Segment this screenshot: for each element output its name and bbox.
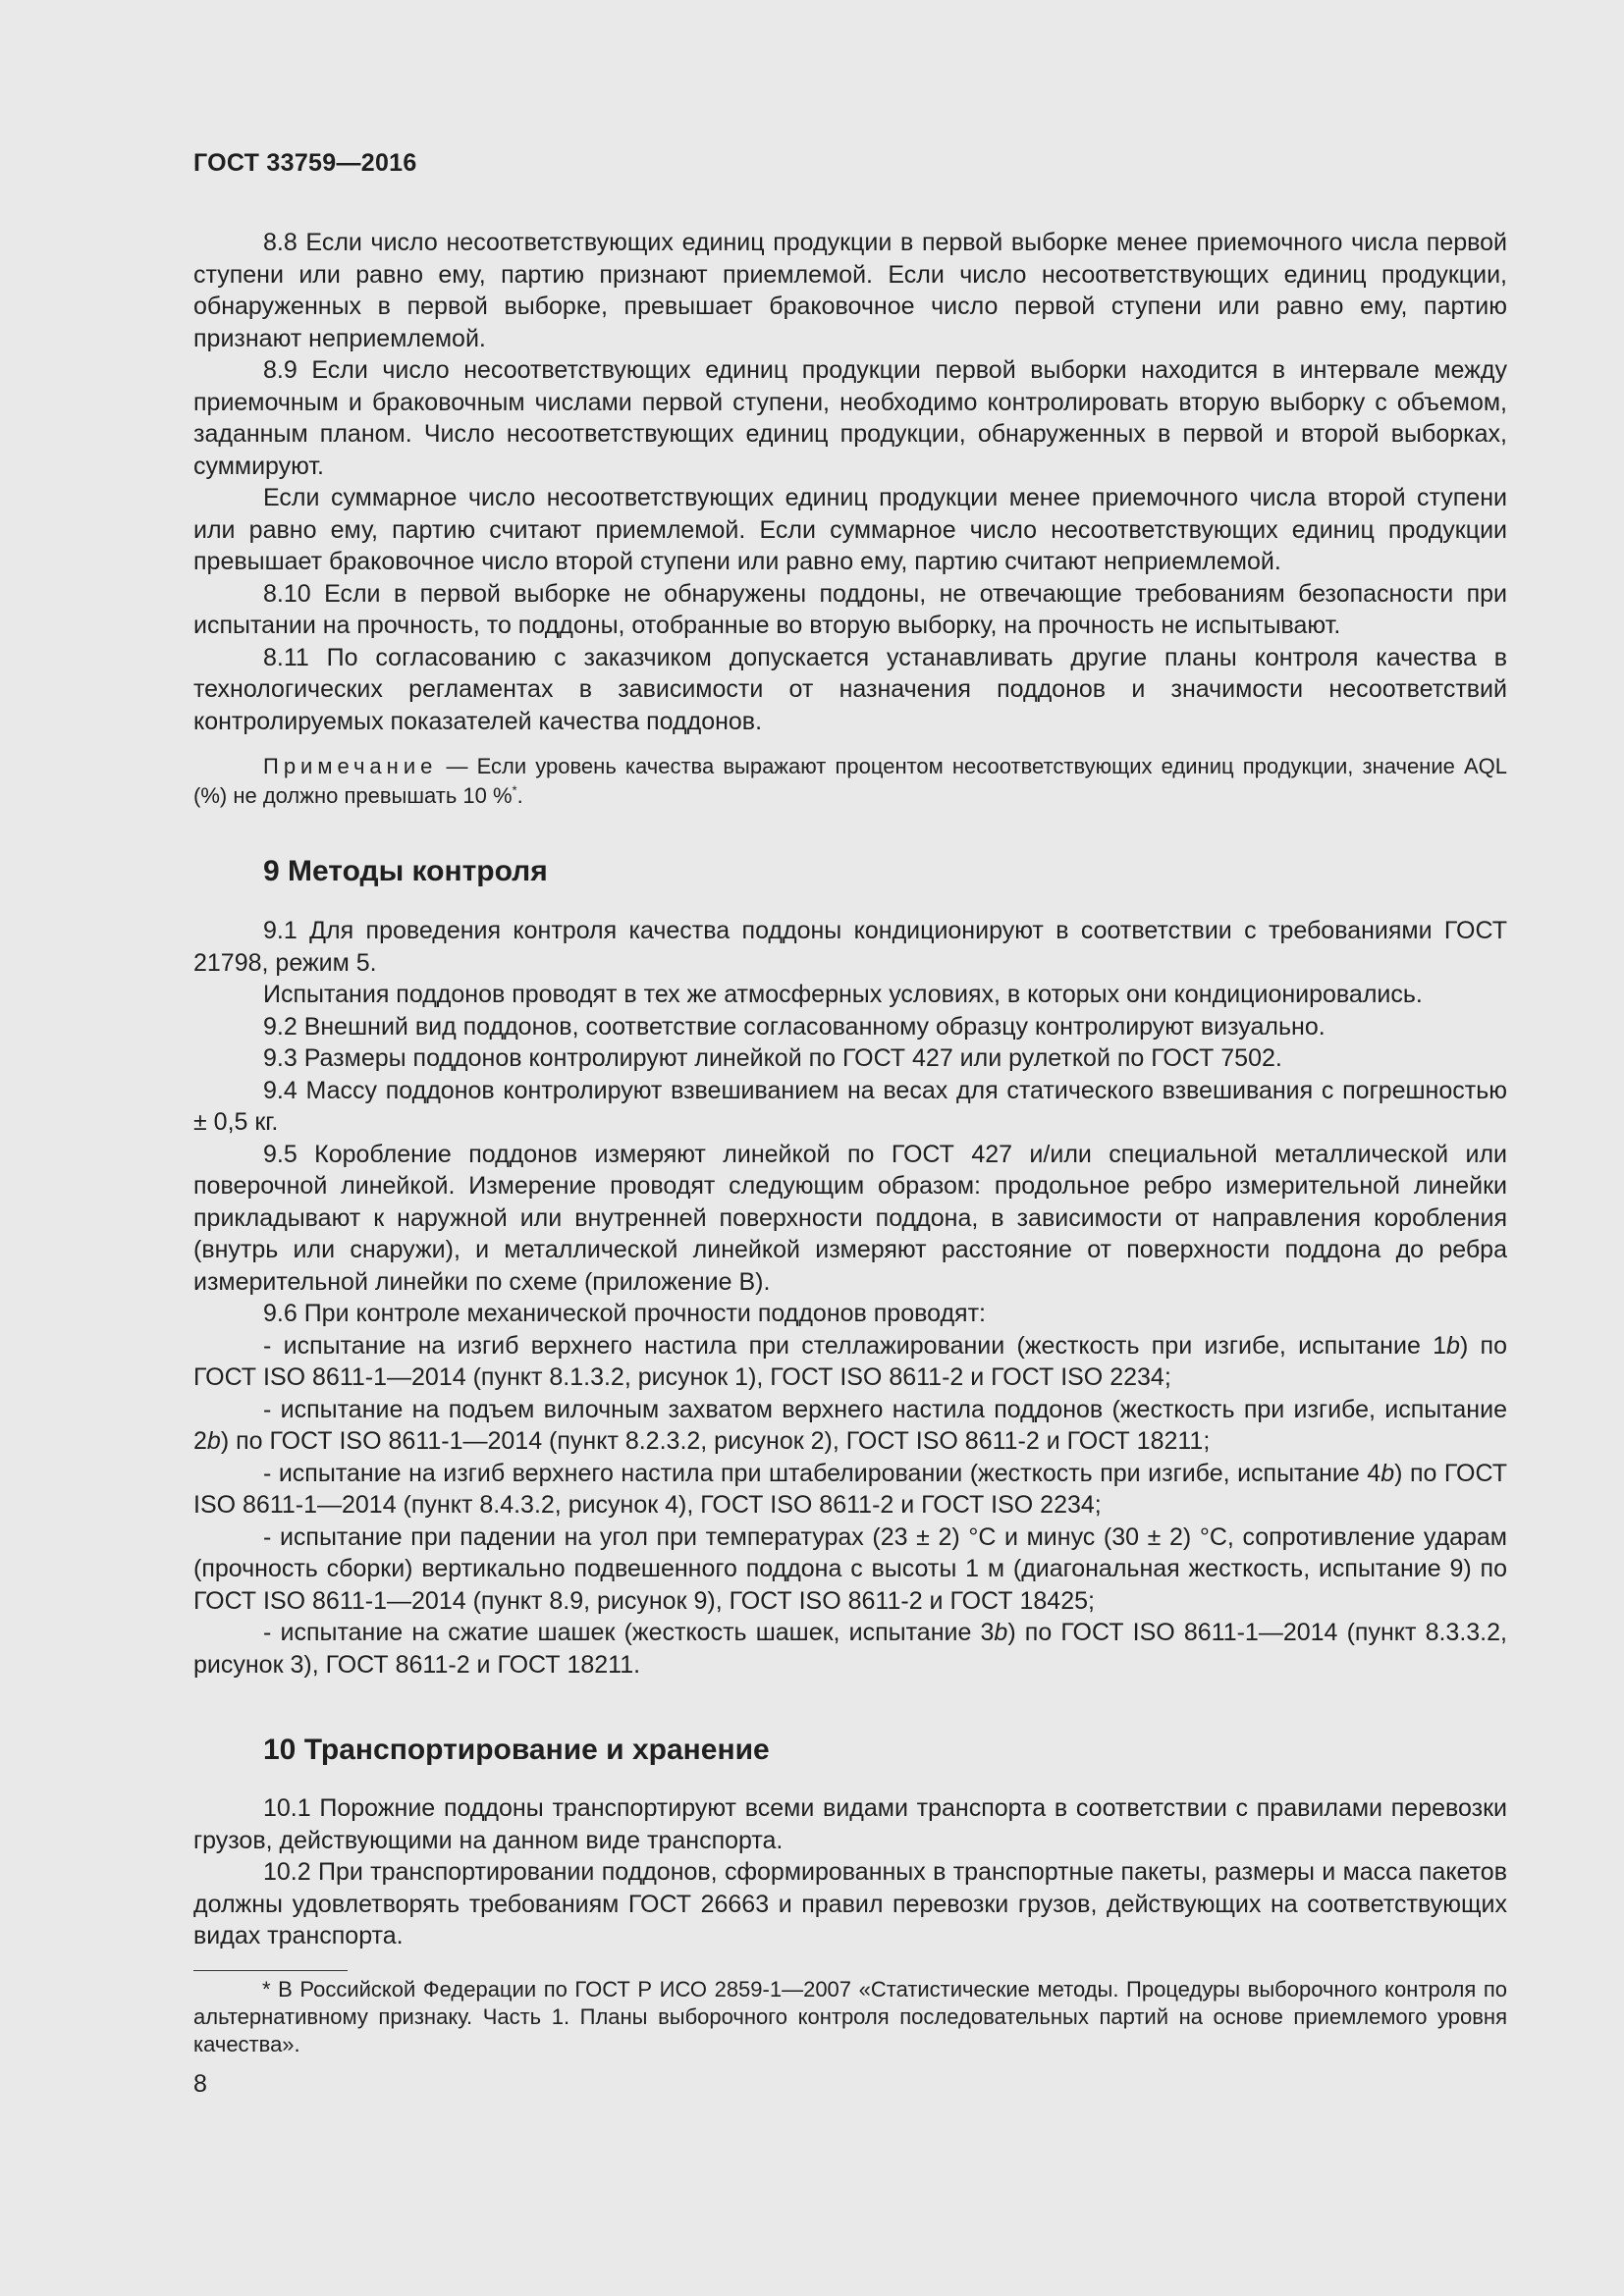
- footnote-text: * В Российской Федерации по ГОСТ Р ИСО 2859-1—2007 «Статистические методы. Процедуры выборочного контроля по альтернативному признаку. Часть 1. Планы выборочного контроля последовательных партий на основе приемлемого уровня качества».: [193, 1977, 1507, 2056]
- paragraph-8-9: 8.9 Если число несоответствующих единиц продукции первой выборки находится в интервале между приемочным и браковочным числами первой ступени, необходимо контролировать вторую выборку с объемом, заданным планом. Число несоответствующих единиц продукции, обнаруженных в первой и второй выборках, суммируют.: [193, 356, 1507, 480]
- list-item-text: - испытание на сжатие шашек (жесткость шашек, испытание 3: [263, 1619, 995, 1646]
- section-9-heading: 9 Методы контроля: [263, 855, 548, 887]
- note-text: — Если уровень качества выражают процентом несоответствующих единиц продукции, значение AQL (%) не должно превышать 10 %: [193, 754, 1507, 808]
- list-item-text-end: ) по ГОСТ ISO 8611-1—2014 (пункт 8.1.3.2, рисунок 1), ГОСТ ISO 8611-2 и ГОСТ ISO 2234;: [193, 1331, 1507, 1391]
- list-item-text-end: ) по ГОСТ ISO 8611-1—2014 (пункт 8.3.3.2, рисунок 3), ГОСТ 8611-2 и ГОСТ 18211.: [193, 1619, 1507, 1679]
- section-8-body: [193, 227, 1507, 737]
- paragraph-9-5: 9.5 Коробление поддонов измеряют линейкой по ГОСТ 427 и/или специальной металлической или поверочной линейкой. Измерение проводят следующим образом: продольное ребро измерительной линейки прикладывают к наружной или внутренней поверхности поддона, в зависимости от направления коробления (внутрь или снаружи), и металлической линейкой измеряют расстояние от поверхности поддона до ребра измерительной линейки по схеме (приложение В).: [193, 1140, 1507, 1296]
- paragraph-10-1: 10.1 Порожние поддоны транспортируют всеми видами транспорта в соответствии с правилами перевозки грузов, действующими на данном виде транспорта.: [193, 1794, 1507, 1854]
- note-label: Примечание: [263, 754, 438, 778]
- list-item-text: - испытание на подъем вилочным захватом верхнего настила поддонов (жесткость при изгибе, испытание 2: [193, 1395, 1507, 1455]
- section-10-body: [193, 1792, 1507, 1952]
- note-end: .: [516, 783, 523, 808]
- document-header: ГОСТ 33759—2016: [193, 149, 417, 177]
- list-item: [193, 1330, 1507, 1394]
- list-item-text-end: ) по ГОСТ ISO 8611-1—2014 (пункт 8.2.3.2, рисунок 2), ГОСТ ISO 8611-2 и ГОСТ 18211;: [220, 1427, 1211, 1455]
- list-item-italic: b: [1446, 1331, 1460, 1360]
- paragraph-9-4: 9.4 Массу поддонов контролируют взвешиванием на весах для статического взвешивания с погрешностью ± 0,5 кг.: [193, 1076, 1507, 1136]
- paragraph-9-1-conditions: Испытания поддонов проводят в тех же атмосферных условиях, в которых они кондиционировались.: [263, 981, 1423, 1008]
- section-9-body: [193, 915, 1507, 1681]
- note-paragraph: [193, 752, 1507, 811]
- list-item-italic: b: [1380, 1459, 1395, 1487]
- paragraph-9-2: 9.2 Внешний вид поддонов, соответствие согласованному образцу контролируют визуально.: [263, 1012, 1326, 1041]
- list-item-italic: b: [206, 1427, 221, 1455]
- section-10-heading: 10 Транспортирование и хранение: [263, 1734, 770, 1766]
- paragraph-8-11: 8.11 По согласованию с заказчиком допускается устанавливать другие планы контроля качества в технологических регламентах в зависимости от назначения поддонов и значимости несоответствий контролируемых показателей качества поддонов.: [193, 643, 1507, 735]
- paragraph-9-1: 9.1 Для проведения контроля качества поддоны кондиционируют в соответствии с требованиями ГОСТ 21798, режим 5.: [193, 917, 1507, 977]
- list-item-text: - испытание на изгиб верхнего настила при штабелировании (жесткость при изгибе, испытание 4: [263, 1459, 1381, 1487]
- paragraph-9-3: 9.3 Размеры поддонов контролируют линейкой по ГОСТ 427 или рулеткой по ГОСТ 7502.: [263, 1044, 1282, 1072]
- footnote-mark: *: [512, 782, 517, 798]
- footnote-divider: [193, 1970, 348, 1971]
- footnote: [193, 1976, 1507, 2058]
- list-item-text: - испытание при падении на угол при температурах (23 ± 2) °С и минус (30 ± 2) °С, сопротивление ударам (прочность сборки) вертикально подвешенного поддона с высоты 1 м (диагональная жесткость, испытание 9) по ГОСТ ISO 8611-1—2014 (пункт 8.9, рисунок 9), ГОСТ ISO 8611-2 и ГОСТ 18425;: [193, 1522, 1507, 1615]
- paragraph-8-9-sum: Если суммарное число несоответствующих единиц продукции менее приемочного числа второй ступени или равно ему, партию считают приемлемой. Если суммарное число несоответствующих единиц продукции превышает браковочное число второй ступени или равно ему, партию считают неприемлемой.: [193, 484, 1507, 575]
- note-block: [193, 752, 1507, 811]
- paragraph-8-8: 8.8 Если число несоответствующих единиц продукции в первой выборке менее приемочного числа первой ступени или равно ему, партию признают приемлемой. Если число несоответствующих единиц продукции, обнаруженных в первой выборке, превышает браковочное число первой ступени или равно ему, партию признают неприемлемой.: [193, 229, 1507, 352]
- paragraph-8-10: 8.10 Если в первой выборке не обнаружены поддоны, не отвечающие требованиям безопасности при испытании на прочность, то поддоны, отобранные во вторую выборку, на прочность не испытывают.: [193, 579, 1507, 639]
- paragraph-9-6: 9.6 При контроле механической прочности поддонов проводят:: [263, 1300, 986, 1327]
- page-number: 8: [193, 2070, 207, 2098]
- paragraph-10-2: 10.2 При транспортировании поддонов, сформированных в транспортные пакеты, размеры и масса пакетов должны удовлетворять требованиям ГОСТ 26663 и правил перевозки грузов, действующих на соответствующих видах транспорта.: [193, 1858, 1507, 1949]
- list-item: [193, 1458, 1507, 1522]
- list-item: [193, 1394, 1507, 1458]
- list-item: [193, 1617, 1507, 1681]
- list-item-text: - испытание на изгиб верхнего настила при стеллажировании (жесткость при изгибе, испытание 1: [263, 1331, 1447, 1360]
- list-item-italic: b: [994, 1619, 1008, 1646]
- list-item-text-end: ) по ГОСТ ISO 8611-1—2014 (пункт 8.4.3.2, рисунок 4), ГОСТ ISO 8611-2 и ГОСТ ISO 2234;: [193, 1459, 1508, 1519]
- list-item: [193, 1522, 1507, 1618]
